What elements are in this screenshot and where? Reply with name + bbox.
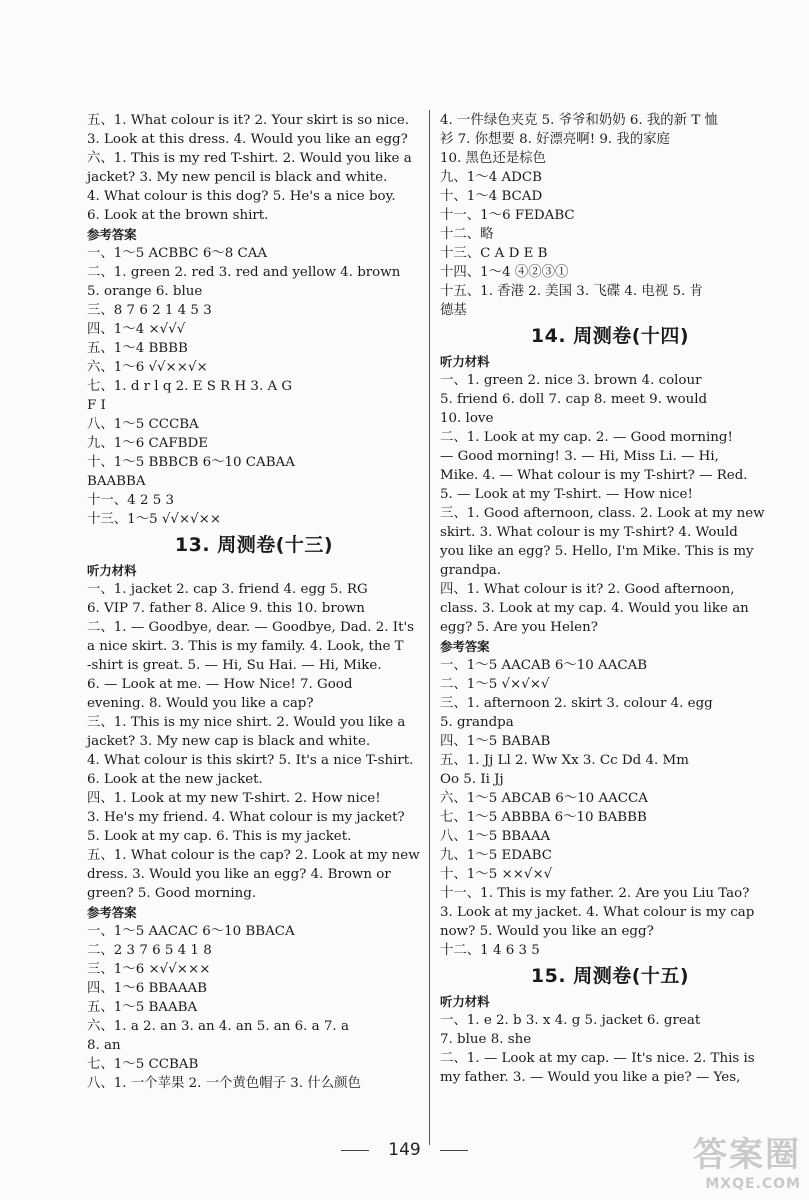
text-line: 六、1～5 ABCAB 6～10 AACCA bbox=[440, 791, 648, 806]
text-line: green? 5. Good morning. bbox=[87, 886, 257, 901]
text-line: 五、1～4 BBBB bbox=[87, 341, 188, 356]
subsection-label: 听力材料 bbox=[440, 994, 490, 1009]
text-line: 3. Look at my jacket. 4. What colour is my cap bbox=[440, 905, 755, 920]
text-line: 5. grandpa bbox=[440, 715, 514, 730]
text-line: 6. VIP 7. father 8. Alice 9. this 10. brown bbox=[87, 601, 365, 616]
text-line: 七、1～5 CCBAB bbox=[87, 1057, 199, 1072]
text-line: 六、1～6 √√××√× bbox=[87, 360, 208, 375]
text-line: 二、1. green 2. red 3. red and yellow 4. brown bbox=[87, 265, 401, 280]
page-number: 149 bbox=[388, 1140, 421, 1160]
text-line: — Good morning! 3. — Hi, Miss Li. — Hi, bbox=[440, 449, 719, 464]
text-line: 十一、1～6 FEDABC bbox=[440, 208, 575, 223]
subsection-label: 听力材料 bbox=[440, 354, 490, 369]
text-line: -shirt is great. 5. — Hi, Su Hai. — Hi, Mike. bbox=[87, 658, 382, 673]
text-line: 六、1. This is my red T-shirt. 2. Would you like a bbox=[87, 151, 412, 166]
text-line: 九、1～4 ADCB bbox=[440, 170, 542, 185]
watermark-brand: 答案圈 bbox=[693, 1135, 801, 1175]
text-line: BAABBA bbox=[87, 474, 146, 489]
section-heading: 15. 周测卷(十五) bbox=[530, 965, 690, 987]
text-line: 三、1. Good afternoon, class. 2. Look at my new bbox=[440, 506, 765, 521]
text-line: 十四、1～4 ④②③① bbox=[440, 265, 569, 280]
text-line: skirt. 3. What colour is my T-shirt? 4. Would bbox=[440, 525, 738, 540]
text-line: class. 3. Look at my cap. 4. Would you like an bbox=[440, 601, 749, 616]
right-column bbox=[440, 111, 780, 1087]
text-line: 十、1～5 ××√×√ bbox=[440, 867, 553, 882]
text-line: 4. What colour is this dog? 5. He's a nice boy. bbox=[87, 189, 396, 204]
text-line: 3. He's my friend. 4. What colour is my jacket? bbox=[87, 810, 405, 825]
text-line: 一、1. green 2. nice 3. brown 4. colour bbox=[440, 373, 702, 388]
text-line: 十、1～4 BCAD bbox=[440, 189, 543, 204]
text-line: 三、8 7 6 2 1 4 5 3 bbox=[87, 303, 212, 318]
text-line: 十一、1. This is my father. 2. Are you Liu Tao? bbox=[440, 886, 750, 901]
text-line: 3. Look at this dress. 4. Would you like an egg? bbox=[87, 132, 408, 147]
text-line: 十一、4 2 5 3 bbox=[87, 493, 175, 508]
text-line: now? 5. Would you like an egg? bbox=[440, 924, 654, 939]
text-line: 二、1. — Look at my cap. — It's nice. 2. This is bbox=[440, 1051, 755, 1066]
text-line: 八、1. 一个苹果 2. 一个黄色帽子 3. 什么颜色 bbox=[87, 1076, 361, 1091]
text-line: F I bbox=[87, 398, 106, 413]
text-line: 十五、1. 香港 2. 美国 3. 飞碟 4. 电视 5. 肯 bbox=[440, 284, 703, 299]
text-line: 一、1～5 AACAB 6～10 AACAB bbox=[440, 658, 648, 673]
text-line: 二、1. Look at my cap. 2. — Good morning! bbox=[440, 430, 733, 445]
text-line: 4. 一件绿色夹克 5. 爷爷和奶奶 6. 我的新 T 恤 bbox=[440, 113, 718, 128]
text-line: 二、1～5 √×√×√ bbox=[440, 677, 550, 692]
text-line: 四、1～5 BABAB bbox=[440, 734, 551, 749]
section-heading: 14. 周测卷(十四) bbox=[530, 325, 690, 347]
footer-dash-left bbox=[341, 1150, 369, 1151]
text-line: 四、1. What colour is it? 2. Good afternoon, bbox=[440, 582, 735, 597]
text-line: evening. 8. Would you like a cap? bbox=[87, 696, 314, 711]
text-line: 6. Look at the new jacket. bbox=[87, 772, 263, 787]
text-line: 三、1～6 ×√√××× bbox=[87, 962, 211, 977]
text-line: 八、1～5 CCCBA bbox=[87, 417, 199, 432]
text-line: Mike. 4. — What colour is my T-shirt? — Red. bbox=[440, 468, 748, 483]
section-heading: 13. 周测卷(十三) bbox=[174, 534, 334, 556]
text-line: 二、2 3 7 6 5 4 1 8 bbox=[87, 943, 212, 958]
text-line: 四、1～6 BBAAAB bbox=[87, 981, 207, 996]
text-line: 十、1～5 BBBCB 6～10 CABAA bbox=[87, 455, 295, 470]
text-line: 九、1～6 CAFBDE bbox=[87, 436, 209, 451]
text-line: dress. 3. Would you like an egg? 4. Brown or bbox=[87, 867, 391, 882]
subsection-label: 参考答案 bbox=[440, 639, 490, 654]
footer-dash-right bbox=[440, 1150, 468, 1151]
text-line: 九、1～5 EDABC bbox=[440, 848, 552, 863]
text-line: 一、1～5 ACBBC 6～8 CAA bbox=[87, 246, 268, 261]
watermark-url: MXQE.COM bbox=[705, 1176, 801, 1192]
text-line: grandpa. bbox=[440, 563, 501, 578]
text-line: 5. orange 6. blue bbox=[87, 284, 203, 299]
text-line: 5. — Look at my T-shirt. — How nice! bbox=[440, 487, 693, 502]
text-line: 五、1. What colour is the cap? 2. Look at my new bbox=[87, 848, 420, 863]
text-line: 十三、1～5 √√×√×× bbox=[87, 512, 222, 527]
text-line: 七、1～5 ABBBA 6～10 BABBB bbox=[440, 810, 647, 825]
text-line: 5. friend 6. doll 7. cap 8. meet 9. would bbox=[440, 392, 708, 407]
text-line: 6. Look at the brown shirt. bbox=[87, 208, 269, 223]
text-line: 8. an bbox=[87, 1038, 121, 1053]
subsection-label: 参考答案 bbox=[87, 227, 137, 242]
text-line: 三、1. This is my nice shirt. 2. Would you like a bbox=[87, 715, 406, 730]
text-line: 十三、C A D E B bbox=[440, 246, 548, 261]
text-line: 4. What colour is this skirt? 5. It's a nice T-shirt. bbox=[87, 753, 414, 768]
text-line: 四、1～4 ×√√√ bbox=[87, 322, 186, 337]
text-line: 八、1～5 BBAAA bbox=[440, 829, 551, 844]
text-line: a nice skirt. 3. This is my family. 4. Look, the T bbox=[87, 639, 404, 654]
text-line: 10. 黑色还是棕色 bbox=[440, 151, 546, 166]
text-line: 衫 7. 你想要 8. 好漂亮啊! 9. 我的家庭 bbox=[440, 132, 670, 147]
text-line: 六、1. a 2. an 3. an 4. an 5. an 6. a 7. a bbox=[87, 1019, 349, 1034]
text-line: 6. — Look at me. — How Nice! 7. Good bbox=[87, 677, 353, 692]
text-line: 一、1～5 AACAC 6～10 BBACA bbox=[87, 924, 295, 939]
text-line: 5. Look at my cap. 6. This is my jacket. bbox=[87, 829, 352, 844]
text-line: 七、1. d r l q 2. E S R H 3. A G bbox=[87, 379, 293, 394]
text-line: jacket? 3. My new cap is black and white. bbox=[87, 734, 371, 749]
text-line: my father. 3. — Would you like a pie? — Yes, bbox=[440, 1070, 741, 1085]
text-line: Oo 5. Ii Jj bbox=[440, 772, 504, 787]
subsection-label: 听力材料 bbox=[87, 563, 137, 578]
text-line: 一、1. e 2. b 3. x 4. g 5. jacket 6. great bbox=[440, 1013, 701, 1028]
text-line: 二、1. — Goodbye, dear. — Goodbye, Dad. 2. It's bbox=[87, 620, 415, 635]
text-line: 四、1. Look at my new T-shirt. 2. How nice! bbox=[87, 791, 381, 806]
text-line: 三、1. afternoon 2. skirt 3. colour 4. egg bbox=[440, 696, 713, 711]
page-footer bbox=[0, 1140, 809, 1160]
text-line: 一、1. jacket 2. cap 3. friend 4. egg 5. RG bbox=[87, 582, 368, 597]
subsection-label: 参考答案 bbox=[87, 905, 137, 920]
text-line: 五、1. Jj Ll 2. Ww Xx 3. Cc Dd 4. Mm bbox=[440, 753, 689, 768]
column-divider bbox=[429, 110, 430, 1145]
text-line: 7. blue 8. she bbox=[440, 1032, 532, 1047]
text-line: egg? 5. Are you Helen? bbox=[440, 620, 598, 635]
watermark bbox=[693, 1127, 801, 1192]
left-column bbox=[87, 111, 421, 1093]
text-line: 德基 bbox=[440, 303, 467, 318]
text-line: 五、1. What colour is it? 2. Your skirt is so nice. bbox=[87, 113, 410, 128]
text-line: 五、1～5 BAABA bbox=[87, 1000, 198, 1015]
text-line: you like an egg? 5. Hello, I'm Mike. This is my bbox=[440, 544, 754, 559]
text-line: jacket? 3. My new pencil is black and white. bbox=[87, 170, 388, 185]
text-line: 十二、略 bbox=[440, 227, 494, 242]
text-line: 十二、1 4 6 3 5 bbox=[440, 943, 540, 958]
text-line: 10. love bbox=[440, 411, 494, 426]
